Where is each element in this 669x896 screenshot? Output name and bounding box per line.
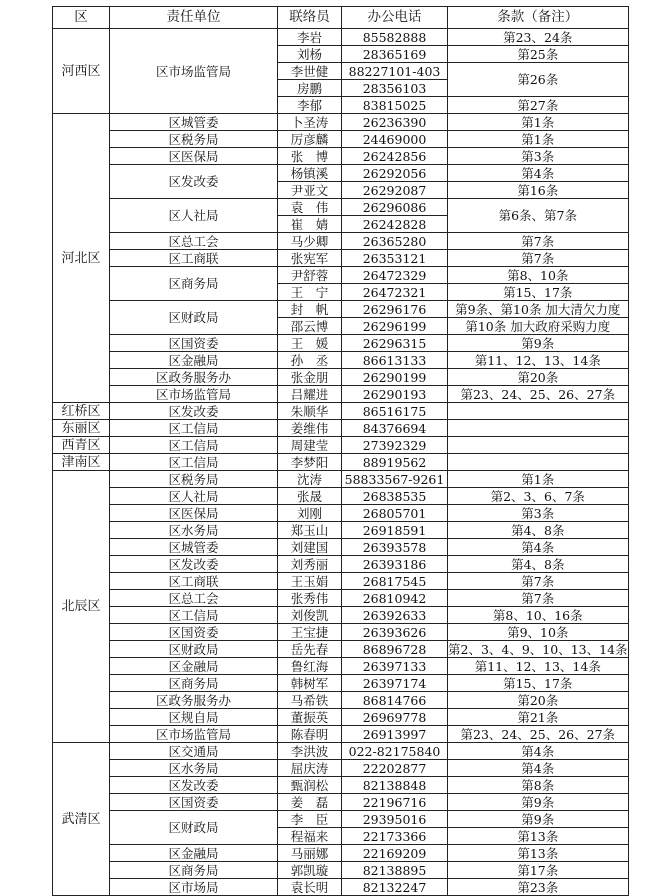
contact-cell: 刘杨	[278, 46, 342, 63]
unit-cell: 区金融局	[110, 352, 278, 369]
contact-cell: 卜圣涛	[278, 114, 342, 131]
clause-cell: 第17条	[448, 862, 629, 879]
clause-cell: 第4、8条	[448, 556, 629, 573]
phone-cell: 26296176	[342, 301, 448, 318]
unit-cell: 区工信局	[110, 437, 278, 454]
contact-cell: 甄润松	[278, 777, 342, 794]
contact-cell: 邵云博	[278, 318, 342, 335]
unit-cell: 区城管委	[110, 114, 278, 131]
liaison-table	[52, 6, 629, 896]
single-row-section	[53, 403, 629, 471]
unit-cell: 区水务局	[110, 522, 278, 539]
clause-cell: 第1条	[448, 471, 629, 488]
unit-cell: 区工商联	[110, 250, 278, 267]
phone-cell: 26805701	[342, 505, 448, 522]
unit-cell: 区金融局	[110, 658, 278, 675]
phone-cell: 28356103	[342, 80, 448, 97]
clause-cell: 第7条	[448, 233, 629, 250]
unit-cell: 区工信局	[110, 607, 278, 624]
table-row	[53, 777, 629, 794]
clause-cell: 第7条	[448, 590, 629, 607]
unit-cell: 区国资委	[110, 335, 278, 352]
unit-cell: 区市场监管局	[110, 386, 278, 403]
table-row	[53, 131, 629, 148]
unit-cell: 区税务局	[110, 471, 278, 488]
table-row	[53, 590, 629, 607]
phone-cell: 26969778	[342, 709, 448, 726]
phone-cell: 26838535	[342, 488, 448, 505]
contact-cell: 朱顺华	[278, 403, 342, 420]
table-row	[53, 488, 629, 505]
table-row	[53, 114, 629, 131]
unit-cell: 区工商联	[110, 573, 278, 590]
contact-cell: 屈庆涛	[278, 760, 342, 777]
phone-cell: 26290193	[342, 386, 448, 403]
contact-cell: 张金朋	[278, 369, 342, 386]
table-row	[53, 624, 629, 641]
unit-cell: 区金融局	[110, 845, 278, 862]
clause-cell: 第8、10条	[448, 267, 629, 284]
phone-cell: 26810942	[342, 590, 448, 607]
contact-cell: 李郁	[278, 97, 342, 114]
phone-cell: 29395016	[342, 811, 448, 828]
clause-cell: 第20条	[448, 692, 629, 709]
phone-cell: 82138895	[342, 862, 448, 879]
table-row	[53, 794, 629, 811]
clause-cell: 第8条	[448, 777, 629, 794]
contact-cell: 刘建国	[278, 539, 342, 556]
phone-cell: 26292087	[342, 182, 448, 199]
contact-cell: 杨镇溪	[278, 165, 342, 182]
clause-cell: 第3条	[448, 148, 629, 165]
table-row	[53, 233, 629, 250]
unit-cell: 区商务局	[110, 862, 278, 879]
table-row	[53, 386, 629, 403]
table-row	[53, 369, 629, 386]
unit-cell: 区人社局	[110, 488, 278, 505]
district-cell: 东丽区	[53, 420, 110, 437]
phone-cell: 88919562	[342, 454, 448, 471]
unit-cell: 区医保局	[110, 148, 278, 165]
contact-cell: 马希铁	[278, 692, 342, 709]
table-row	[53, 471, 629, 488]
clause-cell: 第2、3、4、9、10、13、14条	[448, 641, 628, 657]
district-cell: 河北区	[53, 114, 110, 403]
clause-cell: 第11、12、13、14条	[448, 658, 629, 675]
phone-cell: 24469000	[342, 131, 448, 148]
phone-cell: 26393626	[342, 624, 448, 641]
unit-cell: 区政务服务办	[110, 692, 278, 709]
clause-cell: 第23、24条	[448, 29, 629, 46]
phone-cell: 22173366	[342, 828, 448, 845]
district-cell: 武清区	[53, 743, 110, 896]
contact-cell: 王 宁	[278, 284, 342, 301]
phone-cell: 26290199	[342, 369, 448, 386]
unit-cell: 区城管委	[110, 539, 278, 556]
contact-cell: 厉彦麟	[278, 131, 342, 148]
unit-cell: 区总工会	[110, 590, 278, 607]
clause-cell: 第26条	[448, 63, 629, 97]
contact-cell: 张晟	[278, 488, 342, 505]
table-row	[53, 573, 629, 590]
phone-cell: 26397133	[342, 658, 448, 675]
phone-cell: 26296315	[342, 335, 448, 352]
clause-cell: 第4条	[448, 539, 629, 556]
contact-cell: 沈涛	[278, 471, 342, 488]
clause-cell: 第11、12、13、14条	[448, 352, 629, 369]
unit-cell: 区发改委	[110, 777, 278, 794]
clause-cell: 第9条	[448, 794, 629, 811]
clause-cell: 第9条	[448, 335, 629, 352]
phone-cell: 83815025	[342, 97, 448, 114]
table-row	[53, 335, 629, 352]
table-row	[53, 403, 629, 420]
unit-cell: 区财政局	[110, 301, 278, 335]
clause-cell: 第3条	[448, 505, 629, 522]
phone-cell: 86613133	[342, 352, 448, 369]
contact-cell: 崔 婧	[278, 216, 342, 233]
phone-cell: 22169209	[342, 845, 448, 862]
table-row	[53, 165, 629, 182]
table-row	[53, 641, 629, 658]
district-cell: 北辰区	[53, 471, 110, 743]
phone-cell: 26918591	[342, 522, 448, 539]
table-row	[53, 845, 629, 862]
clause-cell: 第27条	[448, 97, 629, 114]
unit-cell: 区发改委	[110, 165, 278, 199]
unit-cell: 区规自局	[110, 709, 278, 726]
clause-cell: 第2、3、6、7条	[448, 488, 629, 505]
contact-cell: 封 帆	[278, 301, 342, 318]
clause-cell: 第10条 加大政府采购力度	[448, 318, 629, 335]
table-row	[53, 505, 629, 522]
table-row	[53, 862, 629, 879]
clause-cell: 第9、10条	[448, 624, 629, 641]
phone-cell: 26397174	[342, 675, 448, 692]
table-row	[53, 29, 629, 46]
contact-cell: 刘俊凯	[278, 607, 342, 624]
contact-cell: 程福来	[278, 828, 342, 845]
clause-cell: 第1条	[448, 131, 629, 148]
contact-cell: 马丽娜	[278, 845, 342, 862]
unit-cell: 区市场监管局	[110, 29, 278, 114]
unit-cell: 区工信局	[110, 420, 278, 437]
phone-cell: 26365280	[342, 233, 448, 250]
contact-cell: 李梦阳	[278, 454, 342, 471]
contact-cell: 王玉娟	[278, 573, 342, 590]
hebei-section	[53, 114, 629, 403]
contact-cell: 刘刚	[278, 505, 342, 522]
phone-cell: 26296086	[342, 199, 448, 216]
contact-cell: 李 臣	[278, 811, 342, 828]
table-row	[53, 879, 629, 896]
contact-cell: 姜 磊	[278, 794, 342, 811]
clause-cell: 第1条	[448, 114, 629, 131]
contact-cell: 尹舒蓉	[278, 267, 342, 284]
unit-cell: 区总工会	[110, 233, 278, 250]
contact-cell: 郭凯璇	[278, 862, 342, 879]
clause-cell	[448, 437, 629, 454]
unit-cell: 区商务局	[110, 675, 278, 692]
unit-cell: 区政务服务办	[110, 369, 278, 386]
district-cell: 津南区	[53, 454, 110, 471]
unit-cell: 区国资委	[110, 794, 278, 811]
table-row	[53, 760, 629, 777]
clause-cell: 第16条	[448, 182, 629, 199]
clause-cell	[448, 454, 629, 471]
phone-cell: 88227101-403	[342, 63, 448, 80]
phone-cell: 26393186	[342, 556, 448, 573]
district-cell: 红桥区	[53, 403, 110, 420]
contact-cell: 吕耀进	[278, 386, 342, 403]
unit-cell: 区发改委	[110, 556, 278, 573]
contact-cell: 张秀伟	[278, 590, 342, 607]
contact-cell: 袁 伟	[278, 199, 342, 216]
table-row	[53, 148, 629, 165]
phone-cell: 85582888	[342, 29, 448, 46]
header-unit: 责任单位	[110, 7, 278, 29]
phone-cell: 22202877	[342, 760, 448, 777]
clause-cell: 第23条	[448, 879, 629, 896]
phone-cell: 26472329	[342, 267, 448, 284]
unit-cell: 区财政局	[110, 811, 278, 845]
contact-cell: 尹亚文	[278, 182, 342, 199]
phone-cell: 26242828	[342, 216, 448, 233]
phone-cell: 26292056	[342, 165, 448, 182]
phone-cell: 26353121	[342, 250, 448, 267]
clause-cell: 第20条	[448, 369, 629, 386]
phone-cell: 26236390	[342, 114, 448, 131]
contact-cell: 李岩	[278, 29, 342, 46]
contact-cell: 张 博	[278, 148, 342, 165]
phone-cell: 26472321	[342, 284, 448, 301]
wuqing-section	[53, 743, 629, 896]
clause-cell: 第8、10、16条	[448, 607, 629, 624]
phone-cell: 26392633	[342, 607, 448, 624]
clause-cell: 第9条	[448, 811, 629, 828]
phone-cell: 26817545	[342, 573, 448, 590]
clause-cell: 第4条	[448, 165, 629, 182]
phone-cell: 82138848	[342, 777, 448, 794]
beichen-section	[53, 471, 629, 743]
table-row	[53, 607, 629, 624]
contact-cell: 李洪波	[278, 743, 342, 760]
clause-cell: 第25条	[448, 46, 629, 63]
contact-cell: 陈春明	[278, 726, 342, 743]
unit-cell: 区工信局	[110, 454, 278, 471]
table-row	[53, 743, 629, 760]
phone-cell: 022-82175840	[342, 743, 448, 760]
contact-cell: 王宝捷	[278, 624, 342, 641]
phone-cell: 86896728	[342, 641, 448, 658]
table-row	[53, 250, 629, 267]
district-cell: 西青区	[53, 437, 110, 454]
phone-cell: 26242856	[342, 148, 448, 165]
clause-cell: 第23、24、25、26、27条	[448, 386, 629, 403]
contact-cell: 马少卿	[278, 233, 342, 250]
table-row	[53, 301, 629, 318]
contact-cell: 董振英	[278, 709, 342, 726]
header-row	[53, 7, 629, 29]
table-row	[53, 811, 629, 828]
unit-cell: 区医保局	[110, 505, 278, 522]
table-row	[53, 726, 629, 743]
unit-cell: 区税务局	[110, 131, 278, 148]
unit-cell: 区人社局	[110, 199, 278, 233]
unit-cell: 区发改委	[110, 403, 278, 420]
clause-cell: 第13条	[448, 828, 629, 845]
phone-cell: 82132247	[342, 879, 448, 896]
table-row	[53, 522, 629, 539]
header-clause: 条款（备注）	[448, 7, 629, 29]
unit-cell: 区市场监管局	[110, 726, 278, 743]
table-row	[53, 675, 629, 692]
contact-cell: 袁长明	[278, 879, 342, 896]
clause-cell: 第21条	[448, 709, 629, 726]
phone-cell: 26393578	[342, 539, 448, 556]
header-contact: 联络员	[278, 7, 342, 29]
unit-cell: 区财政局	[110, 641, 278, 658]
clause-cell: 第4条	[448, 743, 629, 760]
contact-cell: 王 媛	[278, 335, 342, 352]
phone-cell: 26913997	[342, 726, 448, 743]
contact-cell: 房鹏	[278, 80, 342, 97]
contact-cell: 周建莹	[278, 437, 342, 454]
table-row	[53, 658, 629, 675]
table-row	[53, 420, 629, 437]
unit-cell: 区交通局	[110, 743, 278, 760]
table-row	[53, 437, 629, 454]
header-phone: 办公电话	[342, 7, 448, 29]
unit-cell: 区水务局	[110, 760, 278, 777]
table-row	[53, 539, 629, 556]
unit-cell: 区商务局	[110, 267, 278, 301]
contact-cell: 岳先春	[278, 641, 342, 658]
table-row	[53, 267, 629, 284]
phone-cell: 28365169	[342, 46, 448, 63]
liaison-table-sheet	[52, 6, 629, 896]
table-row	[53, 556, 629, 573]
clause-cell: 第15、17条	[448, 675, 629, 692]
phone-cell: 86814766	[342, 692, 448, 709]
contact-cell: 郑玉山	[278, 522, 342, 539]
phone-cell: 58833567-9261	[342, 471, 448, 488]
contact-cell: 韩树军	[278, 675, 342, 692]
clause-cell: 第7条	[448, 573, 629, 590]
clause-cell	[448, 420, 629, 437]
contact-cell: 姜维伟	[278, 420, 342, 437]
phone-cell: 84376694	[342, 420, 448, 437]
table-row	[53, 692, 629, 709]
header-district: 区	[53, 7, 110, 29]
phone-cell: 22196716	[342, 794, 448, 811]
table-row	[53, 352, 629, 369]
clause-cell: 第15、17条	[448, 284, 629, 301]
clause-cell: 第13条	[448, 845, 629, 862]
phone-cell: 86516175	[342, 403, 448, 420]
clause-cell	[448, 403, 629, 420]
clause-cell: 第9条、第10条 加大清欠力度	[448, 301, 629, 318]
table-row	[53, 709, 629, 726]
contact-cell: 张宪军	[278, 250, 342, 267]
contact-cell: 鲁红海	[278, 658, 342, 675]
clause-cell: 第7条	[448, 250, 629, 267]
district-cell: 河西区	[53, 29, 110, 114]
contact-cell: 刘秀丽	[278, 556, 342, 573]
contact-cell: 李世健	[278, 63, 342, 80]
table-row	[53, 199, 629, 216]
clause-cell: 第6条、第7条	[448, 199, 629, 233]
phone-cell: 26296199	[342, 318, 448, 335]
unit-cell: 区国资委	[110, 624, 278, 641]
clause-cell: 第4、8条	[448, 522, 629, 539]
contact-cell: 孙 丞	[278, 352, 342, 369]
clause-cell: 第23、24、25、26、27条	[448, 726, 629, 743]
unit-cell: 区市场局	[110, 879, 278, 896]
clause-cell: 第4条	[448, 760, 629, 777]
phone-cell: 27392329	[342, 437, 448, 454]
table-row	[53, 454, 629, 471]
